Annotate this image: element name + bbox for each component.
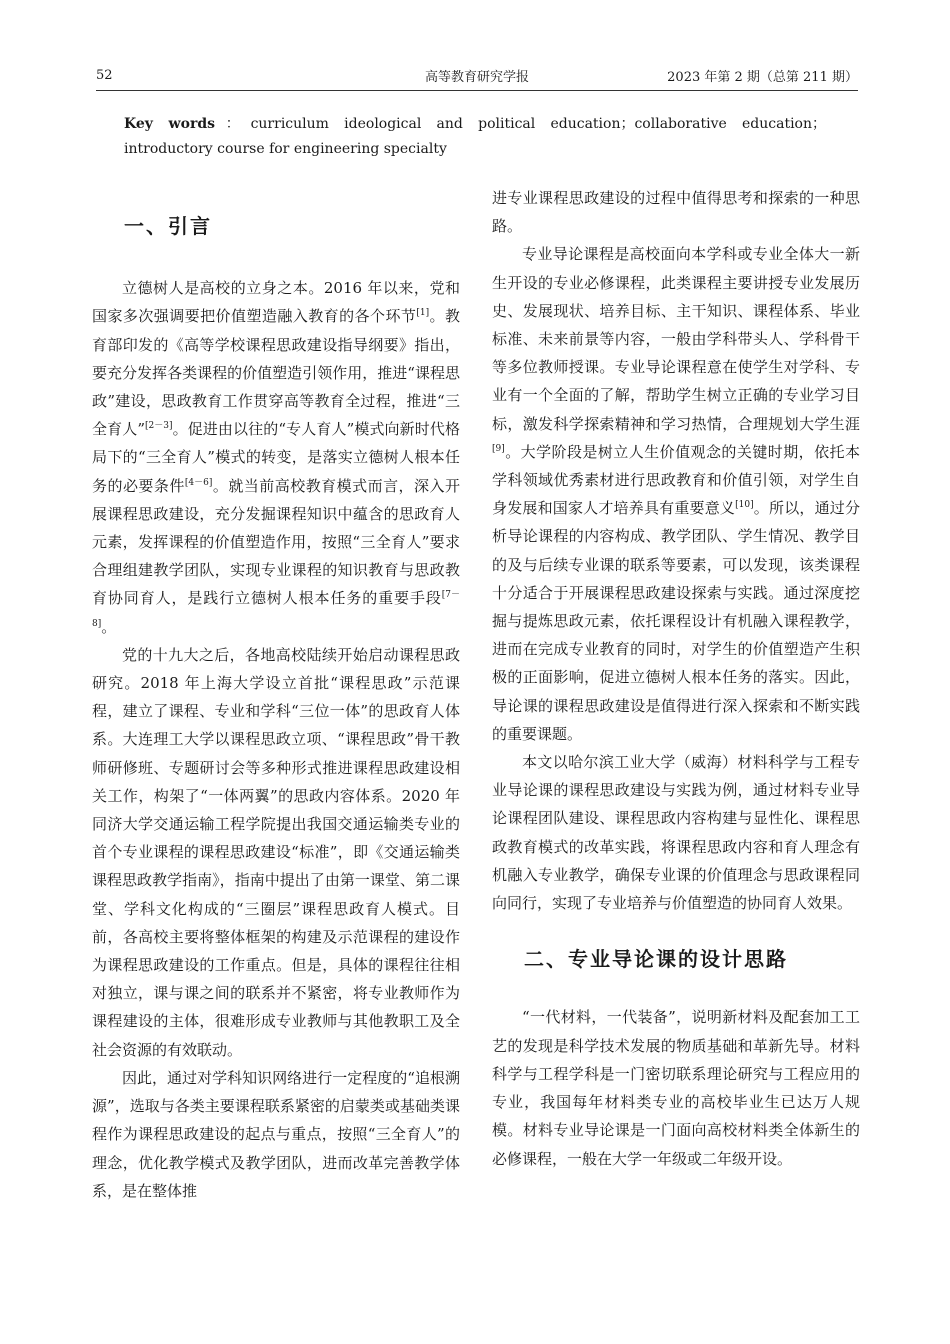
- citation: [4－6]: [184, 477, 213, 488]
- keywords-label: Key words: [124, 116, 215, 132]
- paragraph: 因此，通过对学科知识网络进行一定程度的“追根溯源”，选取与各类主要课程联系紧密的启蒙类或基础类课程作为课程思政建设的起点与重点，按照“三全育人”的理念，优化教学模式及教学团队，进而改革完善教学体系，是在整体推: [92, 1068, 460, 1200]
- paragraph-continued: 进专业课程思政建设的过程中值得思考和探索的一种思路。: [492, 189, 860, 236]
- issue-info: 2023 年第 2 期（总第 211 期）: [667, 70, 858, 85]
- citation: [2－3]: [145, 421, 173, 432]
- citation: [10]: [735, 500, 754, 511]
- keywords-sep: ：: [215, 116, 251, 132]
- left-column: [92, 184, 460, 1205]
- section-heading-introduction: 一、引言: [124, 214, 212, 238]
- citation: [9]: [492, 443, 505, 454]
- running-header: [96, 66, 858, 88]
- section-heading-design: 二、专业导论课的设计思路: [524, 947, 788, 972]
- paragraph: 党的十九大之后，各地高校陆续开始启动课程思政研究。2018 年上海大学设立首批“课程思政”示范课程，建立了课程、专业和学科“三位一体”的思政育人体系。大连理工大学以课程思政立项、“课程思政”骨干教师研修班、专题研讨会等多种形式推进课程思政建设相关工作，构架了“一体两翼”的思政内容体系。2020 年同济大学交通运输工程学院提出我国交通运输类专业的首个专业课程的课程思政建设“标准”，即《交通运输类课程思政教学指南》，指南中提出了由第一课堂、第二课堂、学科文化构成的“三圈层”课程思政育人模式。目前，各高校主要将整体框架的构建及示范课程的建设作为课程思政建设的工作重点。但是，具体的课程往往相对独立，课与课之间的联系并不紧密，将专业教师作为课程建设的主体，很难形成专业教师与其他教职工及全社会资源的有效联动。: [92, 645, 460, 1059]
- journal-name: 高等教育研究学报: [424, 70, 529, 85]
- paragraph: 立德树人是高校的立身之本。2016 年以来，党和国家多次强调要把价值塑造融入教育的各个环节[1]。教育部印发的《高等学校课程思政建设指导纲要》指出，要充分发挥各类课程的价值塑造引领作用，推进“课程思政”建设，思政教育工作贯穿高等教育全过程，推进“三全育人”[2－3]。促进由以往的“专人育人”模式向新时代格局下的“三全育人”模式的转变，是落实立德树人根本任务的必要条件[4－6]。就当前高校教育模式而言，深入开展课程思政建设，充分发掘课程知识中蕴含的思政育人元素，发挥课程的价值塑造作用，按照“三全育人”要求合理组建教学团队，实现专业课程的知识教育与思政教育协同育人，是践行立德树人根本任务的重要手段[7－8]。: [92, 279, 460, 636]
- page-number: 52: [96, 68, 113, 83]
- citation: [1]: [416, 308, 430, 319]
- keywords-block: [124, 112, 826, 162]
- citation: [7－8]: [92, 590, 460, 629]
- paragraph: “一代材料，一代装备”，说明新材料及配套加工工艺的发现是科学技术发展的物质基础和革新先导。材料科学与工程学科是一门密切联系理论研究与工程应用的专业，我国每年材料类专业的高校毕业生已达万人规模。材料专业导论课是一门面向高校材料类全体新生的必修课程，一般在大学一年级或二年级开设。: [492, 1008, 860, 1168]
- paragraph: 专业导论课程是高校面向本学科或专业全体大一新生开设的专业必修课程，此类课程主要讲授专业发展历史、发展现状、培养目标、主干知识、课程体系、毕业标准、未来前景等内容，一般由学科带头人、学科骨干等多位教师授课。专业导论课程意在使学生对学科、专业有一个全面的了解，帮助学生树立正确的专业学习目标，激发科学探索精神和学习热情，合理规划大学生涯[9]。大学阶段是树立人生价值观念的关键时期，依托本学科领域优秀素材进行思政教育和价值引领，对学生自身发展和国家人才培养具有重要意义[10]。所以，通过分析导论课程的内容构成、教学团队、学生情况、教学目的及与后续专业课的联系等要素，可以发现，该类课程十分适合于开展课程思政建设探索与实践。通过深度挖掘与提炼思政元素，依托课程设计有机融入课程教学，进而在完成专业教育的同时，对学生的价值塑造产生积极的正面影响，促进立德树人根本任务的落实。因此，导论课的课程思政建设是值得进行深入探索和不断实践的重要课题。: [492, 245, 860, 743]
- header-rule: [96, 90, 858, 91]
- paragraph: 本文以哈尔滨工业大学（威海）材料科学与工程专业导论课的课程思政建设与实践为例，通过材料专业导论课程团队建设、课程思政内容构建与显性化、课程思政教育模式的改革实践，将课程思政内容和育人理念有机融入专业教学，确保专业课的价值理念与思政课程同向同行，实现了专业培养与价值塑造的协同育人效果。: [492, 753, 860, 913]
- keywords-text: curriculum ideological and political education；collaborative education；introductory course for engineering specialty: [124, 116, 827, 157]
- right-column: [492, 184, 860, 1173]
